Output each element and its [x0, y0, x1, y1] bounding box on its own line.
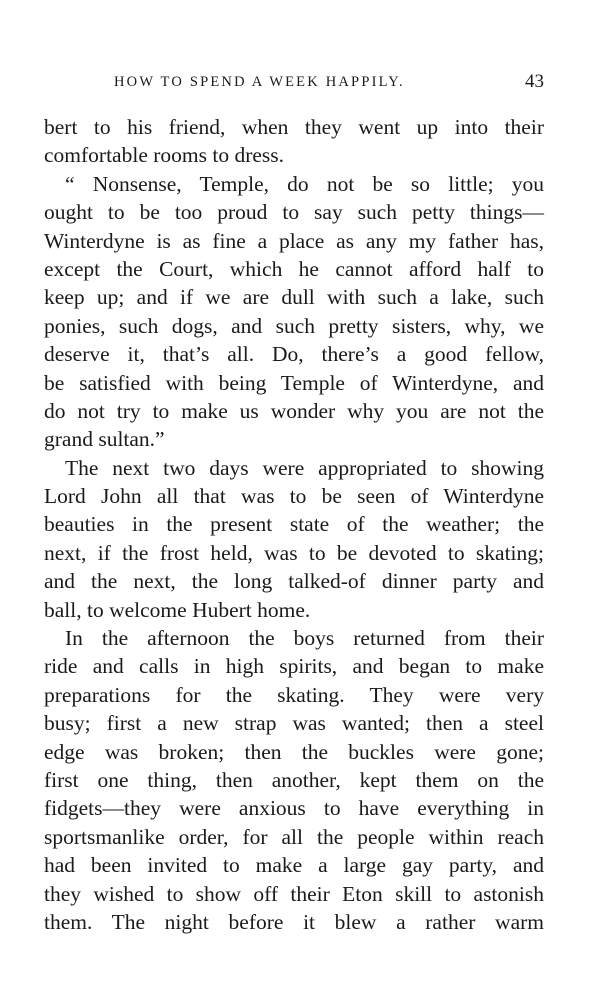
text-line: grand sultan.” — [44, 427, 165, 452]
text-line: bert to his friend, when they went up into their — [44, 115, 544, 139]
running-head: HOW TO SPEND A WEEK HAPPILY. — [114, 74, 405, 90]
text-line: comfortable rooms to dress. — [44, 143, 285, 168]
text-line: except the Court, which he cannot afford half to — [44, 256, 544, 281]
body-text — [44, 113, 544, 936]
text-line: busy; first a new strap was wanted; then a steel — [44, 711, 544, 736]
text-line: Winterdyne is as fine a place as any my father has, — [44, 228, 544, 253]
text-line: ought to be too proud to say such petty things— — [44, 200, 544, 225]
text-line: The next two days were appropriated to showing — [65, 455, 544, 480]
text-line: next, if the frost held, was to be devoted to skating; — [44, 540, 544, 565]
text-line: fidgets—they were anxious to have everything in — [44, 796, 544, 821]
text-line: deserve it, that’s all. Do, there’s a good fellow, — [44, 342, 544, 367]
text-line: sportsmanlike order, for all the people within reach — [44, 824, 544, 849]
text-line: had been invited to make a large gay party, and — [44, 853, 544, 878]
text-line: ponies, such dogs, and such pretty sisters, why, we — [44, 313, 544, 338]
text-line: first one thing, then another, kept them on the — [44, 767, 544, 792]
text-line: edge was broken; then the buckles were gone; — [44, 739, 544, 764]
text-line: Lord John all that was to be seen of Winterdyne — [44, 484, 544, 509]
text-line: do not try to make us wonder why you are not the — [44, 398, 544, 423]
text-line: ball, to welcome Hubert home. — [44, 597, 311, 622]
text-line: In the afternoon the boys returned from their — [65, 626, 544, 651]
text-line: beauties in the present state of the weather; the — [44, 512, 544, 537]
text-line: preparations for the skating. They were very — [44, 682, 544, 707]
text-line: and the next, the long talked-of dinner party and — [44, 569, 544, 594]
text-line: ride and calls in high spirits, and began to make — [44, 654, 544, 679]
text-line: they wished to show off their Eton skill to astonish — [44, 881, 544, 906]
text-line: keep up; and if we are dull with such a lake, such — [44, 285, 544, 310]
text-line: them. The night before it blew a rather warm — [44, 909, 544, 934]
page-header — [44, 71, 544, 95]
text-line: be satisfied with being Temple of Winterdyne, and — [44, 370, 544, 395]
page-number: 43 — [525, 71, 544, 92]
text-line: “ Nonsense, Temple, do not be so little; you — [65, 171, 544, 196]
